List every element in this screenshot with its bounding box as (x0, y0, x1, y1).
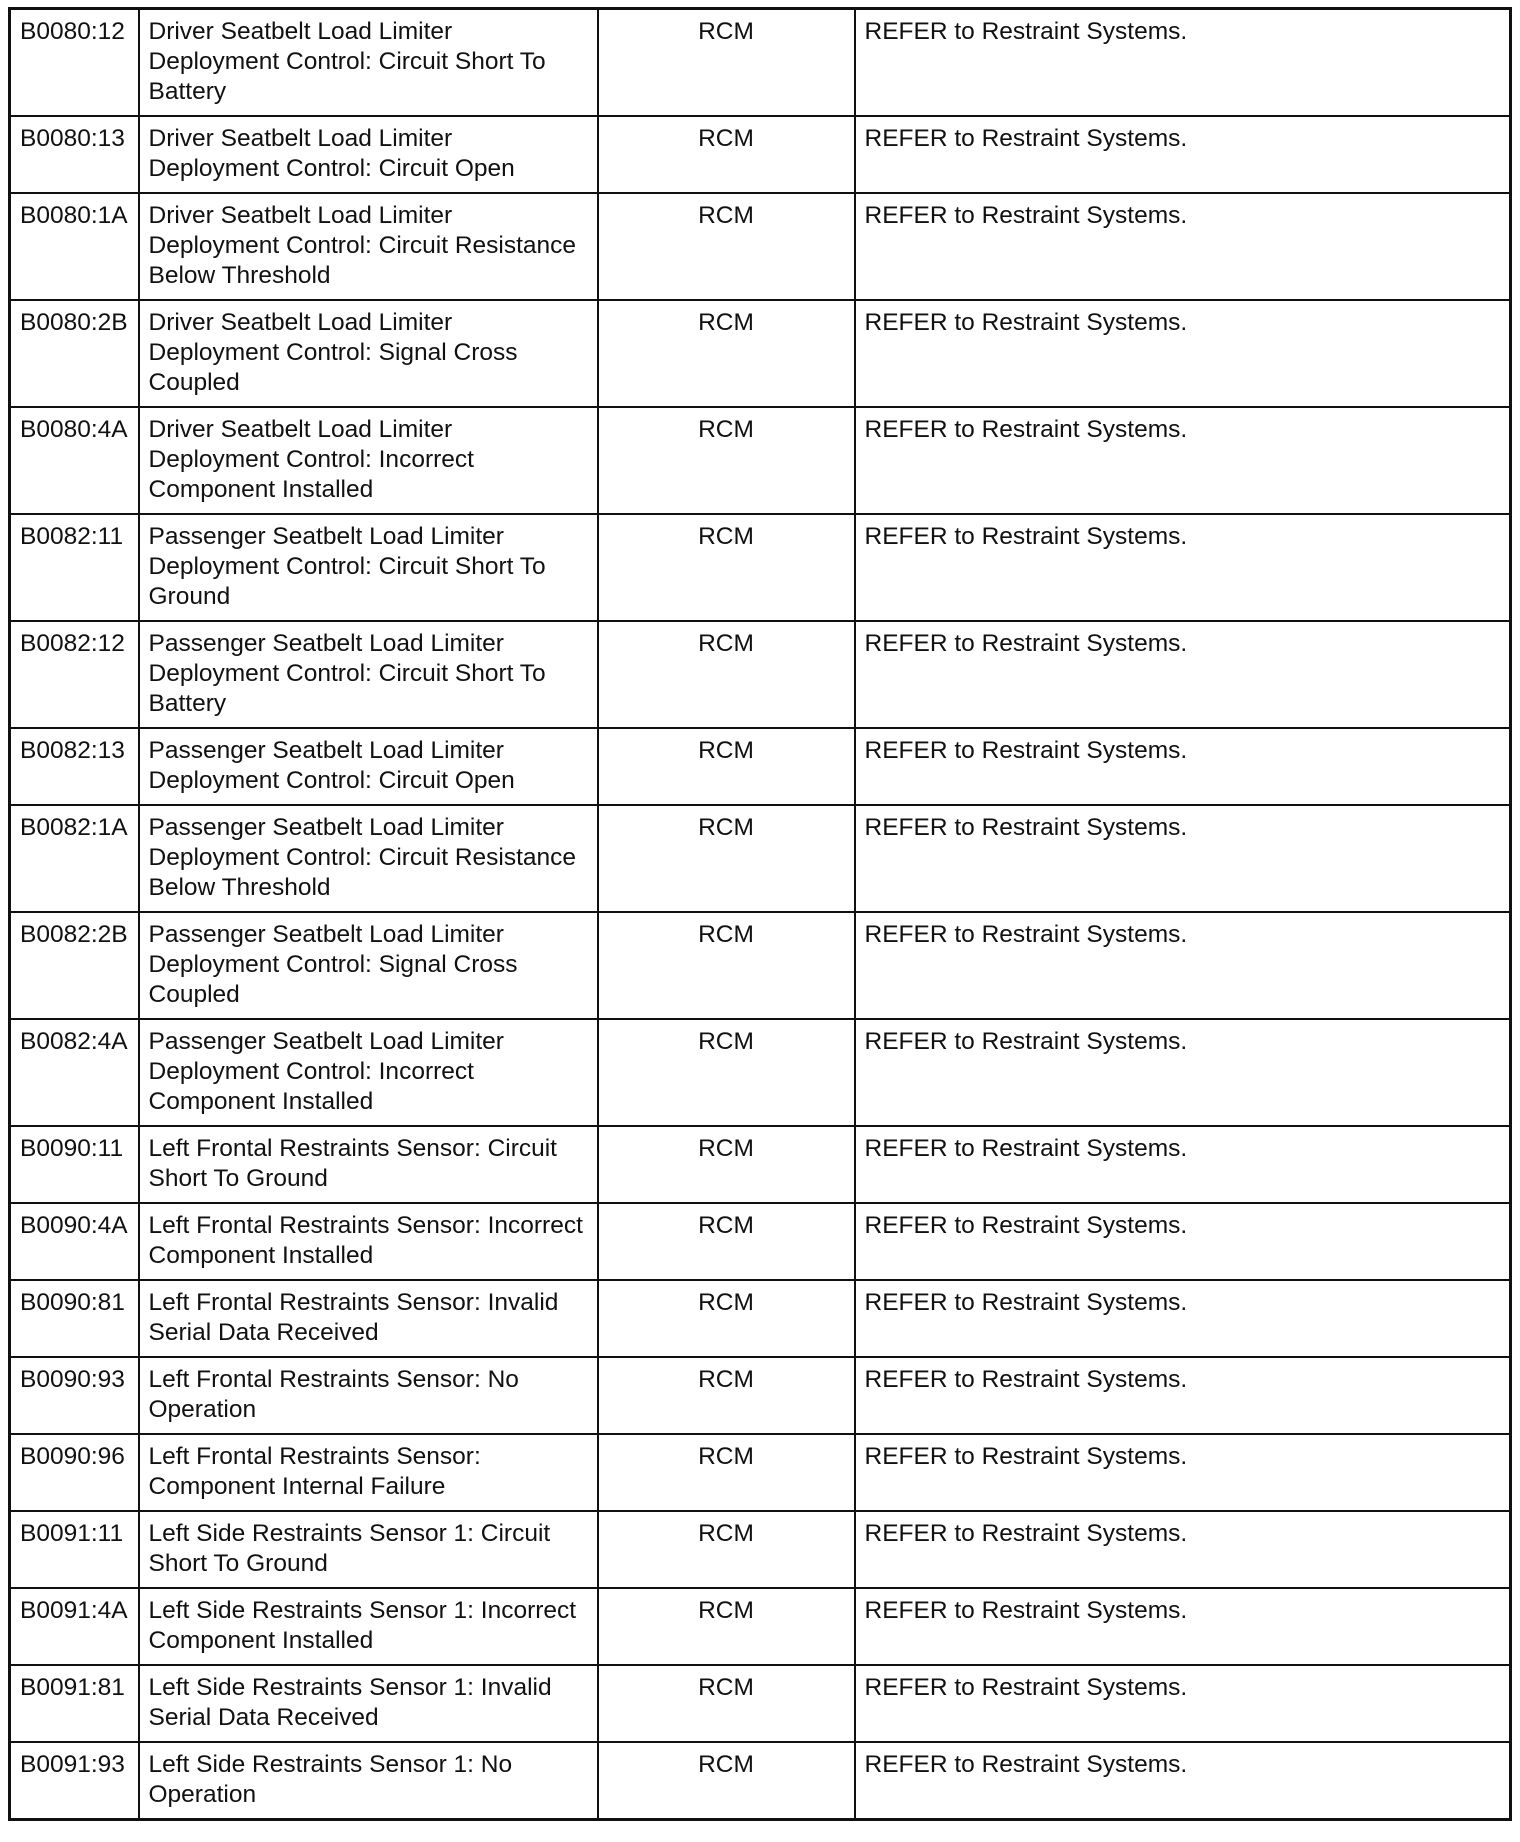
dtc-action: REFER to Restraint Systems. (855, 1126, 1511, 1203)
dtc-module: RCM (598, 1665, 855, 1742)
dtc-module: RCM (598, 621, 855, 728)
table-row (10, 1434, 1511, 1511)
dtc-table (8, 7, 1512, 1821)
table-row (10, 1019, 1511, 1126)
table-row (10, 193, 1511, 300)
dtc-module: RCM (598, 1280, 855, 1357)
dtc-description: Left Frontal Restraints Sensor: Incorrect Component Installed (139, 1203, 598, 1280)
dtc-description: Left Frontal Restraints Sensor: Invalid Serial Data Received (139, 1280, 598, 1357)
table-row (10, 1203, 1511, 1280)
table-row (10, 116, 1511, 193)
dtc-description: Passenger Seatbelt Load Limiter Deployment Control: Circuit Short To Ground (139, 514, 598, 621)
dtc-module: RCM (598, 1434, 855, 1511)
table-row (10, 514, 1511, 621)
dtc-description: Driver Seatbelt Load Limiter Deployment Control: Circuit Short To Battery (139, 9, 598, 117)
dtc-code: B0080:12 (10, 9, 139, 117)
dtc-description: Passenger Seatbelt Load Limiter Deployment Control: Incorrect Component Installed (139, 1019, 598, 1126)
table-row (10, 1511, 1511, 1588)
dtc-code: B0082:4A (10, 1019, 139, 1126)
table-row (10, 1588, 1511, 1665)
dtc-description: Left Frontal Restraints Sensor: No Operation (139, 1357, 598, 1434)
dtc-code: B0080:2B (10, 300, 139, 407)
dtc-action: REFER to Restraint Systems. (855, 1588, 1511, 1665)
dtc-action: REFER to Restraint Systems. (855, 1357, 1511, 1434)
dtc-description: Left Frontal Restraints Sensor: Component Internal Failure (139, 1434, 598, 1511)
dtc-code: B0091:4A (10, 1588, 139, 1665)
dtc-action: REFER to Restraint Systems. (855, 1511, 1511, 1588)
dtc-module: RCM (598, 1742, 855, 1820)
dtc-description: Driver Seatbelt Load Limiter Deployment Control: Circuit Resistance Below Threshold (139, 193, 598, 300)
dtc-description: Left Side Restraints Sensor 1: Invalid Serial Data Received (139, 1665, 598, 1742)
table-row (10, 1665, 1511, 1742)
dtc-code: B0091:93 (10, 1742, 139, 1820)
table-row (10, 1742, 1511, 1820)
dtc-code: B0080:4A (10, 407, 139, 514)
dtc-code: B0090:4A (10, 1203, 139, 1280)
dtc-module: RCM (598, 193, 855, 300)
dtc-module: RCM (598, 9, 855, 117)
dtc-table-body (10, 9, 1511, 1820)
dtc-action: REFER to Restraint Systems. (855, 912, 1511, 1019)
dtc-module: RCM (598, 1126, 855, 1203)
dtc-action: REFER to Restraint Systems. (855, 514, 1511, 621)
dtc-description: Driver Seatbelt Load Limiter Deployment Control: Signal Cross Coupled (139, 300, 598, 407)
dtc-action: REFER to Restraint Systems. (855, 1434, 1511, 1511)
dtc-action: REFER to Restraint Systems. (855, 805, 1511, 912)
dtc-module: RCM (598, 514, 855, 621)
dtc-code: B0091:11 (10, 1511, 139, 1588)
dtc-description: Driver Seatbelt Load Limiter Deployment Control: Circuit Open (139, 116, 598, 193)
dtc-code: B0091:81 (10, 1665, 139, 1742)
table-row (10, 1357, 1511, 1434)
dtc-code: B0090:93 (10, 1357, 139, 1434)
dtc-code: B0082:13 (10, 728, 139, 805)
table-row (10, 9, 1511, 117)
dtc-description: Left Side Restraints Sensor 1: No Operation (139, 1742, 598, 1820)
dtc-module: RCM (598, 1019, 855, 1126)
dtc-action: REFER to Restraint Systems. (855, 193, 1511, 300)
dtc-code: B0082:11 (10, 514, 139, 621)
dtc-code: B0082:2B (10, 912, 139, 1019)
dtc-action: REFER to Restraint Systems. (855, 1665, 1511, 1742)
dtc-action: REFER to Restraint Systems. (855, 621, 1511, 728)
dtc-module: RCM (598, 728, 855, 805)
dtc-action: REFER to Restraint Systems. (855, 9, 1511, 117)
dtc-code: B0080:1A (10, 193, 139, 300)
table-row (10, 1126, 1511, 1203)
table-row (10, 300, 1511, 407)
dtc-module: RCM (598, 407, 855, 514)
table-row (10, 1280, 1511, 1357)
dtc-description: Left Side Restraints Sensor 1: Incorrect Component Installed (139, 1588, 598, 1665)
dtc-action: REFER to Restraint Systems. (855, 407, 1511, 514)
dtc-description: Left Frontal Restraints Sensor: Circuit Short To Ground (139, 1126, 598, 1203)
dtc-action: REFER to Restraint Systems. (855, 1203, 1511, 1280)
dtc-action: REFER to Restraint Systems. (855, 1742, 1511, 1820)
dtc-description: Passenger Seatbelt Load Limiter Deployment Control: Circuit Resistance Below Threshold (139, 805, 598, 912)
dtc-description: Driver Seatbelt Load Limiter Deployment Control: Incorrect Component Installed (139, 407, 598, 514)
dtc-action: REFER to Restraint Systems. (855, 1019, 1511, 1126)
dtc-module: RCM (598, 912, 855, 1019)
table-row (10, 805, 1511, 912)
table-row (10, 407, 1511, 514)
dtc-code: B0082:12 (10, 621, 139, 728)
dtc-description: Passenger Seatbelt Load Limiter Deployment Control: Signal Cross Coupled (139, 912, 598, 1019)
table-row (10, 728, 1511, 805)
dtc-module: RCM (598, 805, 855, 912)
dtc-module: RCM (598, 1588, 855, 1665)
dtc-description: Left Side Restraints Sensor 1: Circuit Short To Ground (139, 1511, 598, 1588)
table-row (10, 621, 1511, 728)
dtc-action: REFER to Restraint Systems. (855, 728, 1511, 805)
dtc-module: RCM (598, 1511, 855, 1588)
dtc-action: REFER to Restraint Systems. (855, 300, 1511, 407)
dtc-code: B0082:1A (10, 805, 139, 912)
dtc-description: Passenger Seatbelt Load Limiter Deployment Control: Circuit Short To Battery (139, 621, 598, 728)
table-row (10, 912, 1511, 1019)
dtc-action: REFER to Restraint Systems. (855, 1280, 1511, 1357)
dtc-code: B0090:81 (10, 1280, 139, 1357)
dtc-description: Passenger Seatbelt Load Limiter Deployment Control: Circuit Open (139, 728, 598, 805)
dtc-module: RCM (598, 116, 855, 193)
document-page (8, 7, 1512, 1821)
dtc-code: B0090:96 (10, 1434, 139, 1511)
dtc-module: RCM (598, 1357, 855, 1434)
dtc-code: B0090:11 (10, 1126, 139, 1203)
dtc-module: RCM (598, 1203, 855, 1280)
dtc-module: RCM (598, 300, 855, 407)
dtc-action: REFER to Restraint Systems. (855, 116, 1511, 193)
dtc-code: B0080:13 (10, 116, 139, 193)
